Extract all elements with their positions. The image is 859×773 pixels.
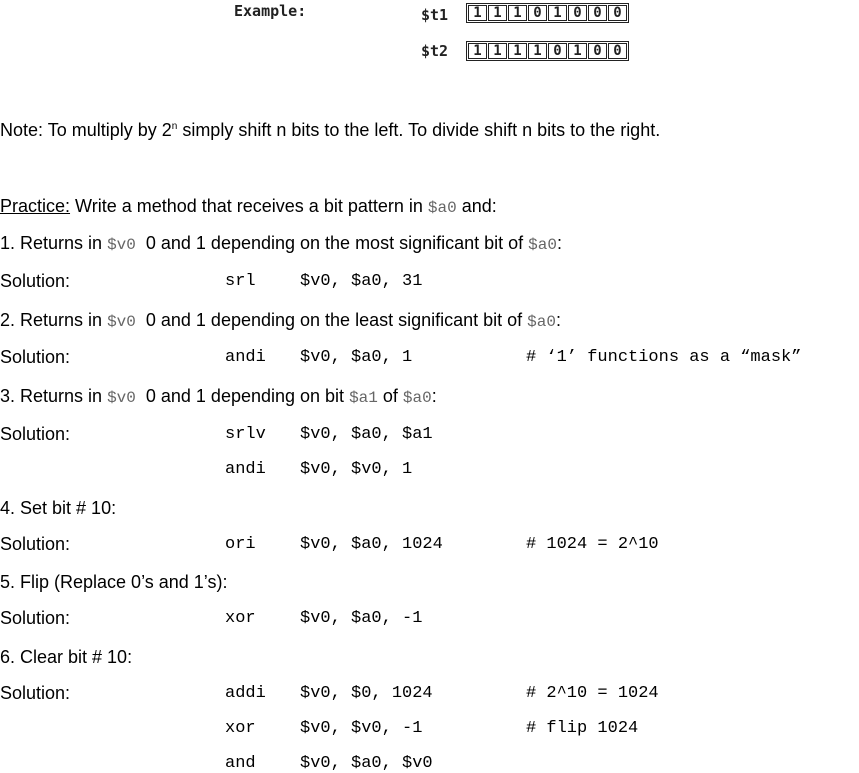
bit-cell: 1 xyxy=(468,43,487,59)
code-op: xor xyxy=(225,719,256,738)
bit-cell: 0 xyxy=(528,5,547,21)
bit-cell: 0 xyxy=(608,5,627,21)
code-args: $v0, $a0, 1024 xyxy=(300,535,443,554)
register: $v0 xyxy=(107,389,136,407)
bit-cell: 0 xyxy=(608,43,627,59)
task-text: 0 and 1 depending on the most significant bit of xyxy=(135,233,529,253)
code-op: srlv xyxy=(225,425,266,444)
code-op: and xyxy=(225,754,256,773)
bit-cell: 1 xyxy=(508,5,527,21)
solution-label: Solution: xyxy=(0,534,71,554)
practice-text-b: and: xyxy=(456,196,497,216)
t2-bit-pattern xyxy=(466,41,629,61)
task-4: 4. Set bit # 10: xyxy=(0,498,117,518)
bit-cell: 1 xyxy=(568,43,587,59)
code-args: $v0, $a0, 1 xyxy=(300,348,413,367)
bit-cell: 1 xyxy=(528,43,547,59)
t1-register-name: $t1 xyxy=(421,6,449,24)
code-args: $v0, $a0, -1 xyxy=(300,609,423,628)
code-op: srl xyxy=(225,272,256,291)
bit-cell: 1 xyxy=(488,5,507,21)
task-1 xyxy=(0,233,562,254)
practice-register: $a0 xyxy=(427,199,457,217)
register: $a0 xyxy=(402,389,432,407)
register: $v0 xyxy=(107,313,136,331)
code-op: ori xyxy=(225,535,256,554)
note-paragraph xyxy=(0,120,660,141)
code-op: xor xyxy=(225,609,256,628)
practice-label: Practice: xyxy=(0,196,71,216)
code-args: $v0, $a0, $a1 xyxy=(300,425,433,444)
t1-bit-pattern xyxy=(466,3,629,23)
practice-text-a: Write a method that receives a bit pattern in xyxy=(70,196,428,216)
register: $a0 xyxy=(528,236,557,254)
bit-cell: 1 xyxy=(468,5,487,21)
task-6: 6. Clear bit # 10: xyxy=(0,647,133,667)
solution-label: Solution: xyxy=(0,347,71,367)
code-comment: # flip 1024 xyxy=(526,719,639,738)
note-exponent: n xyxy=(171,121,178,132)
bit-cell: 0 xyxy=(568,5,587,21)
task-text: 3. Returns in xyxy=(0,386,108,406)
task-text: : xyxy=(555,310,561,330)
bit-cell: 1 xyxy=(508,43,527,59)
solution-label: Solution: xyxy=(0,683,71,703)
solution-label: Solution: xyxy=(0,424,71,444)
bit-cell: 1 xyxy=(548,5,567,21)
task-2 xyxy=(0,310,561,331)
task-text: : xyxy=(431,386,437,406)
code-op: addi xyxy=(225,684,266,703)
register: $v0 xyxy=(107,236,136,254)
code-comment: # ‘1’ functions as a “mask” xyxy=(526,348,802,367)
note-prefix: Note: To multiply by 2 xyxy=(0,120,172,140)
task-5: 5. Flip (Replace 0’s and 1’s): xyxy=(0,572,228,592)
bit-cell: 0 xyxy=(588,5,607,21)
t2-register-name: $t2 xyxy=(421,42,449,60)
task-text: 0 and 1 depending on the least significant bit of xyxy=(135,310,528,330)
task-text: 2. Returns in xyxy=(0,310,108,330)
register: $a0 xyxy=(527,313,556,331)
code-comment: # 2^10 = 1024 xyxy=(526,684,659,703)
code-op: andi xyxy=(225,348,266,367)
example-label: Example: xyxy=(234,2,307,20)
solution-label: Solution: xyxy=(0,271,71,291)
code-op: andi xyxy=(225,460,266,479)
note-suffix: simply shift n bits to the left. To divide shift n bits to the right. xyxy=(177,120,661,140)
code-args: $v0, $0, 1024 xyxy=(300,684,433,703)
task-text: of xyxy=(377,386,403,406)
practice-intro xyxy=(0,196,497,217)
task-3 xyxy=(0,386,437,407)
bit-cell: 0 xyxy=(548,43,567,59)
register: $a1 xyxy=(349,389,378,407)
solution-label: Solution: xyxy=(0,608,71,628)
bit-cell: 0 xyxy=(588,43,607,59)
code-args: $v0, $v0, -1 xyxy=(300,719,423,738)
task-text: 1. Returns in xyxy=(0,233,108,253)
task-text: : xyxy=(556,233,562,253)
task-text: 0 and 1 depending on bit xyxy=(135,386,350,406)
code-comment: # 1024 = 2^10 xyxy=(526,535,659,554)
code-args: $v0, $a0, 31 xyxy=(300,272,423,291)
code-args: $v0, $v0, 1 xyxy=(300,460,413,479)
code-args: $v0, $a0, $v0 xyxy=(300,754,433,773)
bit-cell: 1 xyxy=(488,43,507,59)
